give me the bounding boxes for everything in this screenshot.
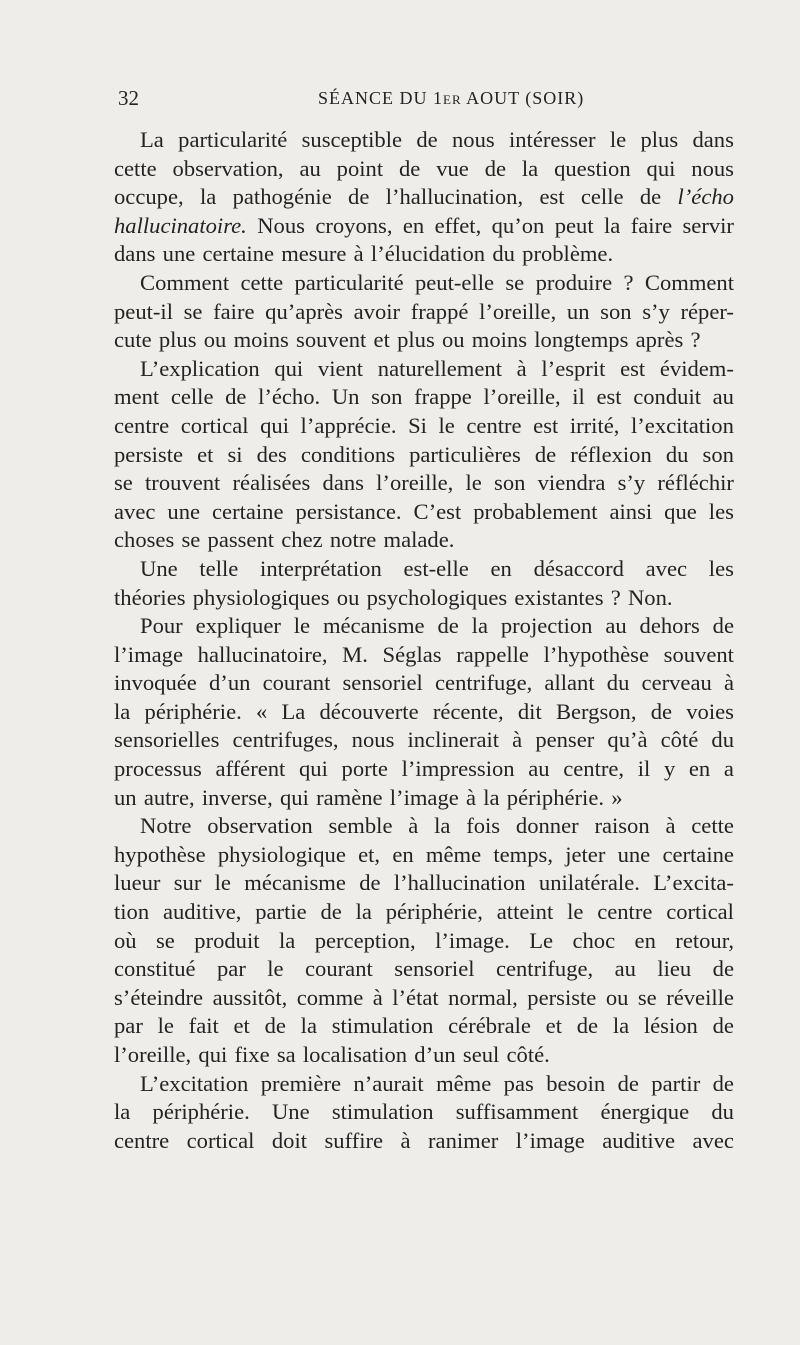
text-line: processus afférent qui porte l’impression au centre, il y en a xyxy=(114,756,734,782)
text-line: centre cortical doit suffire à ranimer l’image auditive avec xyxy=(114,1127,734,1153)
text-line: cette observation, au point de vue de la question qui nous xyxy=(114,155,734,181)
text-line: ment celle de l’écho. Un son frappe l’oreille, il est conduit au xyxy=(114,384,734,410)
paragraph xyxy=(114,355,734,555)
text-line: lueur sur le mécanisme de l’hallucination unilatérale. L’excita- xyxy=(114,870,734,896)
text-line: se trouvent réalisées dans l’oreille, le son viendra s’y réfléchir xyxy=(114,470,734,496)
text-line: cute plus ou moins souvent et plus ou moins longtemps après ? xyxy=(114,327,701,353)
paragraph xyxy=(114,269,734,355)
text-line: Comment cette particularité peut-elle se produire ? Comment xyxy=(140,269,734,295)
text-line: Une telle interprétation est-elle en désaccord avec les xyxy=(140,555,734,581)
text-line: la périphérie. Une stimulation suffisamment énergique du xyxy=(114,1099,734,1125)
text-line: centre cortical qui l’apprécie. Si le centre est irrité, l’excitation xyxy=(114,412,734,438)
text-line: un autre, inverse, qui ramène l’image à la périphérie. » xyxy=(114,784,623,810)
paragraph xyxy=(114,612,734,812)
paragraph xyxy=(114,555,734,612)
text-line: la périphérie. « La découverte récente, dit Bergson, de voies xyxy=(114,698,734,724)
running-title: SÉANCE DU 1er AOUT (SOIR) xyxy=(318,88,585,108)
text-line: constitué par le courant sensoriel centrifuge, au lieu de xyxy=(114,956,734,982)
text-line: persiste et si des conditions particulières de réflexion du son xyxy=(114,441,734,467)
paragraph xyxy=(114,812,734,1069)
text-line: où se produit la perception, l’image. Le choc en retour, xyxy=(114,927,734,953)
page-number: 32 xyxy=(118,86,139,110)
text-line: L’excitation première n’aurait même pas besoin de partir de xyxy=(140,1070,734,1096)
paragraph xyxy=(114,126,734,269)
text-line: choses se passent chez notre malade. xyxy=(114,527,455,553)
text-line: l’oreille, qui fixe sa localisation d’un seul côté. xyxy=(114,1042,550,1067)
text-line: Pour expliquer le mécanisme de la projection au dehors de xyxy=(140,613,734,639)
text-line: hallucinatoire. Nous croyons, en effet, qu’on peut la faire servir xyxy=(114,212,734,238)
text-line: avec une certaine persistance. C’est probablement ainsi que les xyxy=(114,498,734,524)
text-line: occupe, la pathogénie de l’hallucination, est celle de l’écho xyxy=(114,184,734,210)
text-line: Notre observation semble à la fois donner raison à cette xyxy=(140,813,734,839)
text-line: La particularité susceptible de nous intéresser le plus dans xyxy=(140,127,734,152)
text-line: invoquée d’un courant sensoriel centrifuge, allant du cerveau à xyxy=(114,670,734,696)
text-line: théories physiologiques ou psychologiques existantes ? Non. xyxy=(114,584,673,610)
text-line: par le fait et de la stimulation cérébrale et de la lésion de xyxy=(114,1013,734,1039)
paragraph xyxy=(114,1070,734,1156)
body-text xyxy=(114,126,734,1155)
page-header xyxy=(118,86,738,116)
text-line: dans une certaine mesure à l’élucidation du problème. xyxy=(114,241,614,267)
text-line: tion auditive, partie de la périphérie, atteint le centre cortical xyxy=(114,899,734,925)
text-line: l’image hallucinatoire, M. Séglas rappelle l’hypothèse souvent xyxy=(114,641,734,667)
text-line: hypothèse physiologique et, en même temps, jeter une certaine xyxy=(114,841,734,867)
text-line: L’explication qui vient naturellement à l’esprit est évidem- xyxy=(140,355,734,381)
text-line: s’éteindre aussitôt, comme à l’état normal, persiste ou se réveille xyxy=(114,984,734,1010)
text-line: sensorielles centrifuges, nous inclinerait à penser qu’à côté du xyxy=(114,727,734,753)
text-line: peut-il se faire qu’après avoir frappé l’oreille, un son s’y réper- xyxy=(114,298,734,324)
